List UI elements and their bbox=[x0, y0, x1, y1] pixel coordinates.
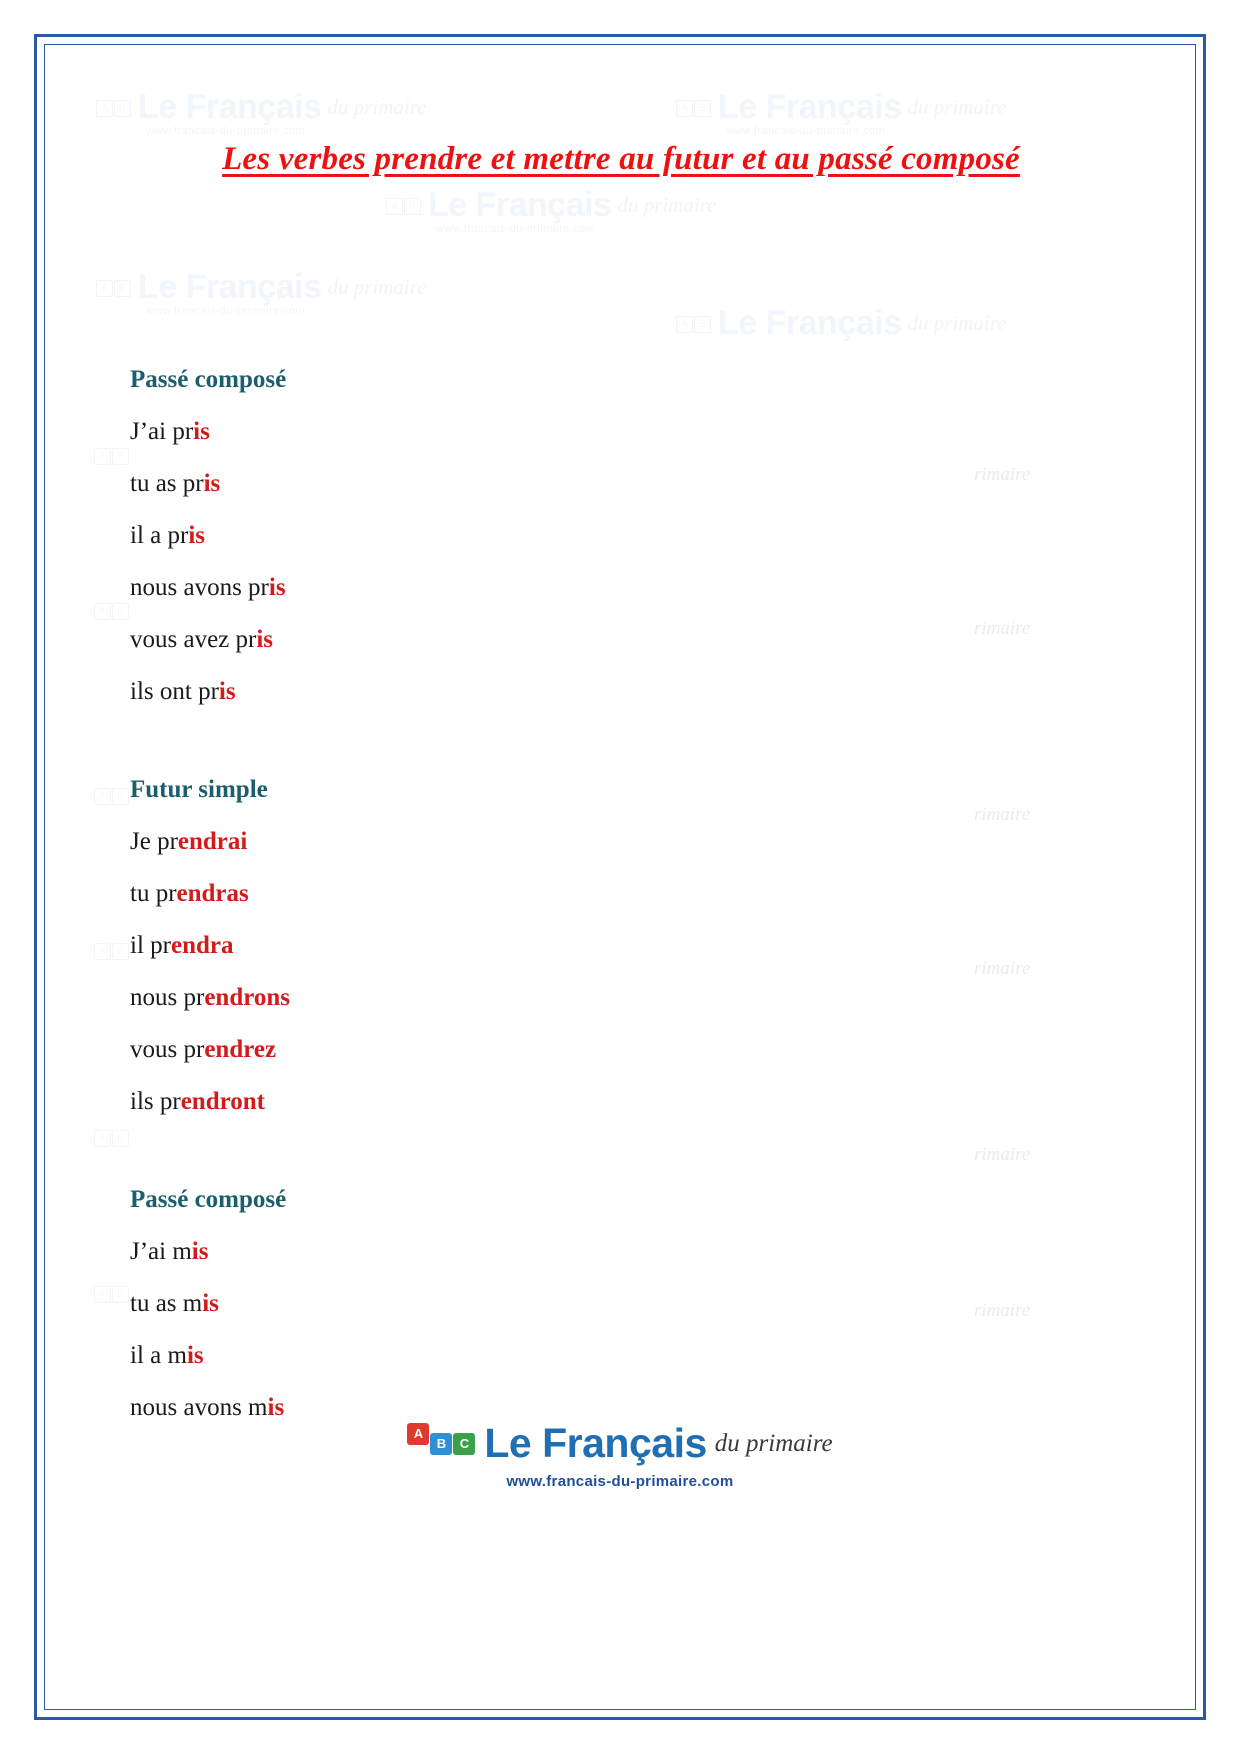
brand-name: Le Français bbox=[484, 1420, 707, 1466]
watermark-brand-sub: du primaire bbox=[327, 275, 427, 299]
section-heading-passe-compose-mettre: Passé composé bbox=[130, 1186, 287, 1213]
watermark-url: www.francais-du-primaire.com bbox=[726, 125, 886, 137]
conjugation-line: tu as mis bbox=[130, 1290, 219, 1317]
conjugation-line: il prendra bbox=[130, 932, 234, 959]
watermark-fragment: rimaire bbox=[974, 804, 1031, 825]
conjugation-line: nous prendrons bbox=[130, 984, 290, 1011]
conjugation-line: nous avons pris bbox=[130, 574, 286, 601]
watermark-blocks-icon: A B bbox=[96, 278, 132, 297]
conjugation-line: vous avez pris bbox=[130, 626, 274, 653]
watermark-blocks-icon: A B bbox=[94, 786, 130, 805]
footer bbox=[46, 1420, 1194, 1490]
watermark-brand: Le Français bbox=[138, 268, 322, 306]
watermark-url: www.francais-du-primaire.com bbox=[146, 305, 306, 317]
conjugation-line: vous prendrez bbox=[130, 1036, 277, 1063]
watermark-brand-sub: du primaire bbox=[907, 95, 1007, 119]
watermark-brand: Le Français bbox=[138, 88, 322, 126]
conjugation-line: il a mis bbox=[130, 1342, 204, 1369]
watermark-blocks-icon: A B bbox=[94, 1128, 130, 1147]
conjugation-line: Je prendrai bbox=[130, 828, 248, 855]
section-heading-passe-compose-prendre: Passé composé bbox=[130, 366, 287, 393]
conjugation-line: tu prendras bbox=[130, 880, 249, 907]
page-title: Les verbes prendre et mettre au futur et au passé composé bbox=[222, 141, 1020, 177]
conjugation-line: tu as pris bbox=[130, 470, 221, 497]
brand-logo bbox=[407, 1420, 832, 1467]
watermark-blocks-icon: A B bbox=[676, 314, 712, 333]
watermark-url: www.francais-du-primaire.com bbox=[146, 125, 306, 137]
watermark-fragment: rimaire bbox=[974, 1144, 1031, 1165]
conjugation-line: J’ai mis bbox=[130, 1238, 209, 1265]
watermark-brand-sub: du primaire bbox=[907, 311, 1007, 335]
conjugation-line: ils prendront bbox=[130, 1088, 265, 1115]
watermark-url: www.francais-du-primaire.com bbox=[436, 223, 596, 235]
watermark-blocks-icon: A B bbox=[94, 941, 130, 960]
watermark-blocks-icon: A B bbox=[94, 601, 130, 620]
conjugation-line: nous avons mis bbox=[130, 1394, 285, 1421]
watermark-fragment: rimaire bbox=[974, 464, 1031, 485]
footer-url: www.francais-du-primaire.com bbox=[506, 1473, 734, 1490]
watermark-blocks-icon: A B bbox=[386, 196, 422, 215]
watermark-brand-sub: du primaire bbox=[617, 193, 717, 217]
watermark-blocks-icon: A B bbox=[94, 446, 130, 465]
abc-blocks-icon: AB C bbox=[407, 1433, 476, 1455]
watermark-blocks-icon: A B bbox=[676, 98, 712, 117]
watermark-fragment: rimaire bbox=[974, 1300, 1031, 1321]
watermark-blocks-icon: A B bbox=[96, 98, 132, 117]
watermark-brand: Le Français bbox=[428, 186, 612, 224]
watermark-fragment: rimaire bbox=[974, 958, 1031, 979]
watermark-brand: Le Français bbox=[718, 304, 902, 342]
section-heading-futur-simple-prendre: Futur simple bbox=[130, 776, 268, 803]
watermark-blocks-icon: A B bbox=[94, 1284, 130, 1303]
conjugation-line: J’ai pris bbox=[130, 418, 210, 445]
brand-subtitle: du primaire bbox=[714, 1429, 833, 1457]
document-content bbox=[46, 46, 1194, 1708]
conjugation-line: ils ont pris bbox=[130, 678, 236, 705]
watermark-brand: Le Français bbox=[718, 88, 902, 126]
conjugation-line: il a pris bbox=[130, 522, 206, 549]
watermark-fragment: rimaire bbox=[974, 618, 1031, 639]
watermark-brand-sub: du primaire bbox=[327, 95, 427, 119]
